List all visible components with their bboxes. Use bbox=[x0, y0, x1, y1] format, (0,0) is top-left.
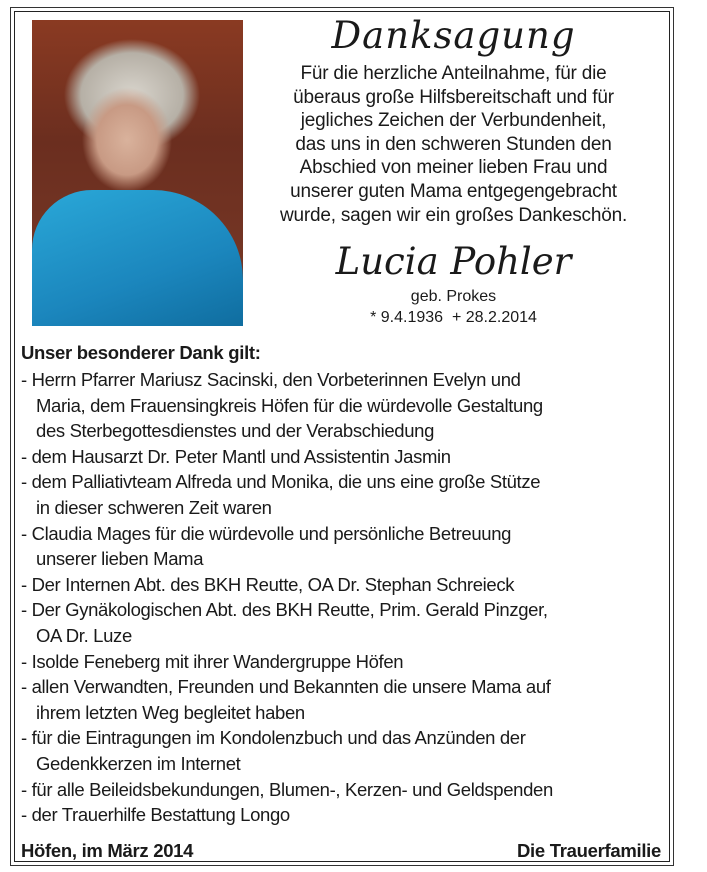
thanks-item-line: in dieser schweren Zeit waren bbox=[36, 496, 272, 518]
thanks-item bbox=[21, 367, 661, 444]
thanks-item-line: - dem Hausarzt Dr. Peter Mantl und Assistentin Jasmin bbox=[21, 445, 451, 467]
thanks-item-line: Maria, dem Frauensingkreis Höfen für die würdevolle Gestaltung bbox=[36, 394, 543, 416]
birth-info bbox=[250, 286, 657, 328]
thanks-item-line: - allen Verwandten, Freunden und Bekannten die unsere Mama auf bbox=[21, 676, 551, 698]
thanks-list bbox=[21, 367, 661, 828]
thanks-item bbox=[21, 597, 661, 648]
thanks-item bbox=[21, 572, 661, 598]
thanks-item-line: - Herrn Pfarrer Mariusz Sacinski, den Vorbeterinnen Evelyn und bbox=[21, 369, 521, 390]
thanks-item-line: ihrem letzten Weg begleitet haben bbox=[36, 701, 305, 723]
notice-title: Danksagung bbox=[331, 14, 576, 57]
intro-line: Für die herzliche Anteilnahme, für die bbox=[300, 63, 607, 84]
portrait-shirt bbox=[32, 190, 243, 326]
thanks-item-line: des Sterbegottesdienstes und der Verabschiedung bbox=[36, 420, 435, 442]
thanks-item-line: - dem Palliativteam Alfreda und Monika, die uns eine große Stütze bbox=[21, 471, 541, 493]
intro-line: unserer guten Mama entgegengebracht bbox=[290, 180, 617, 202]
thanks-item-line: - Claudia Mages für die würdevolle und persönliche Betreuung bbox=[21, 522, 512, 544]
thanks-item bbox=[21, 777, 661, 803]
thanks-item bbox=[21, 674, 661, 725]
thanks-item bbox=[21, 444, 661, 470]
thanks-item bbox=[21, 521, 661, 572]
thanks-item bbox=[21, 802, 661, 828]
thanks-item-line: - der Trauerhilfe Bestattung Longo bbox=[21, 804, 290, 826]
portrait-photo bbox=[32, 20, 243, 326]
place-date: Höfen, im März 2014 bbox=[21, 840, 194, 861]
intro-text bbox=[250, 62, 657, 227]
thanks-item bbox=[21, 725, 661, 776]
deceased-name: Lucia Pohler bbox=[335, 240, 572, 283]
thanks-item-line: - Isolde Feneberg mit ihrer Wandergruppe Höfen bbox=[21, 650, 404, 672]
signature: Die Trauerfamilie bbox=[517, 840, 661, 861]
intro-line: Abschied von meiner lieben Frau und bbox=[299, 157, 608, 179]
intro-line: jegliches Zeichen der Verbundenheit, bbox=[300, 110, 607, 132]
thanks-item-line: Gedenkkerzen im Internet bbox=[36, 752, 241, 774]
intro-line: überaus große Hilfsbereitschaft und für bbox=[293, 86, 614, 108]
thanks-item-line: OA Dr. Luze bbox=[36, 624, 132, 646]
thanks-item-line: - Der Gynäkologischen Abt. des BKH Reutte, Prim. Gerald Pinzger, bbox=[21, 599, 548, 621]
thanks-item-line: - für die Eintragungen im Kondolenzbuch und das Anzünden der bbox=[21, 727, 526, 749]
life-dates: * 9.4.1936 + 28.2.2014 bbox=[370, 309, 537, 326]
thanks-item bbox=[21, 469, 661, 520]
intro-line: wurde, sagen wir ein großes Dankeschön. bbox=[279, 204, 628, 226]
intro-line: das uns in den schweren Stunden den bbox=[295, 133, 612, 155]
maiden-name: geb. Prokes bbox=[410, 288, 497, 305]
thanks-item-line: - Der Internen Abt. des BKH Reutte, OA Dr. Stephan Schreieck bbox=[21, 573, 515, 595]
thanks-item-line: unserer lieben Mama bbox=[36, 548, 204, 570]
thanks-item-line: - für alle Beileidsbekundungen, Blumen-, Kerzen- und Geldspenden bbox=[21, 778, 553, 800]
thanks-item bbox=[21, 649, 661, 675]
thanks-heading: Unser besonderer Dank gilt: bbox=[21, 342, 261, 363]
